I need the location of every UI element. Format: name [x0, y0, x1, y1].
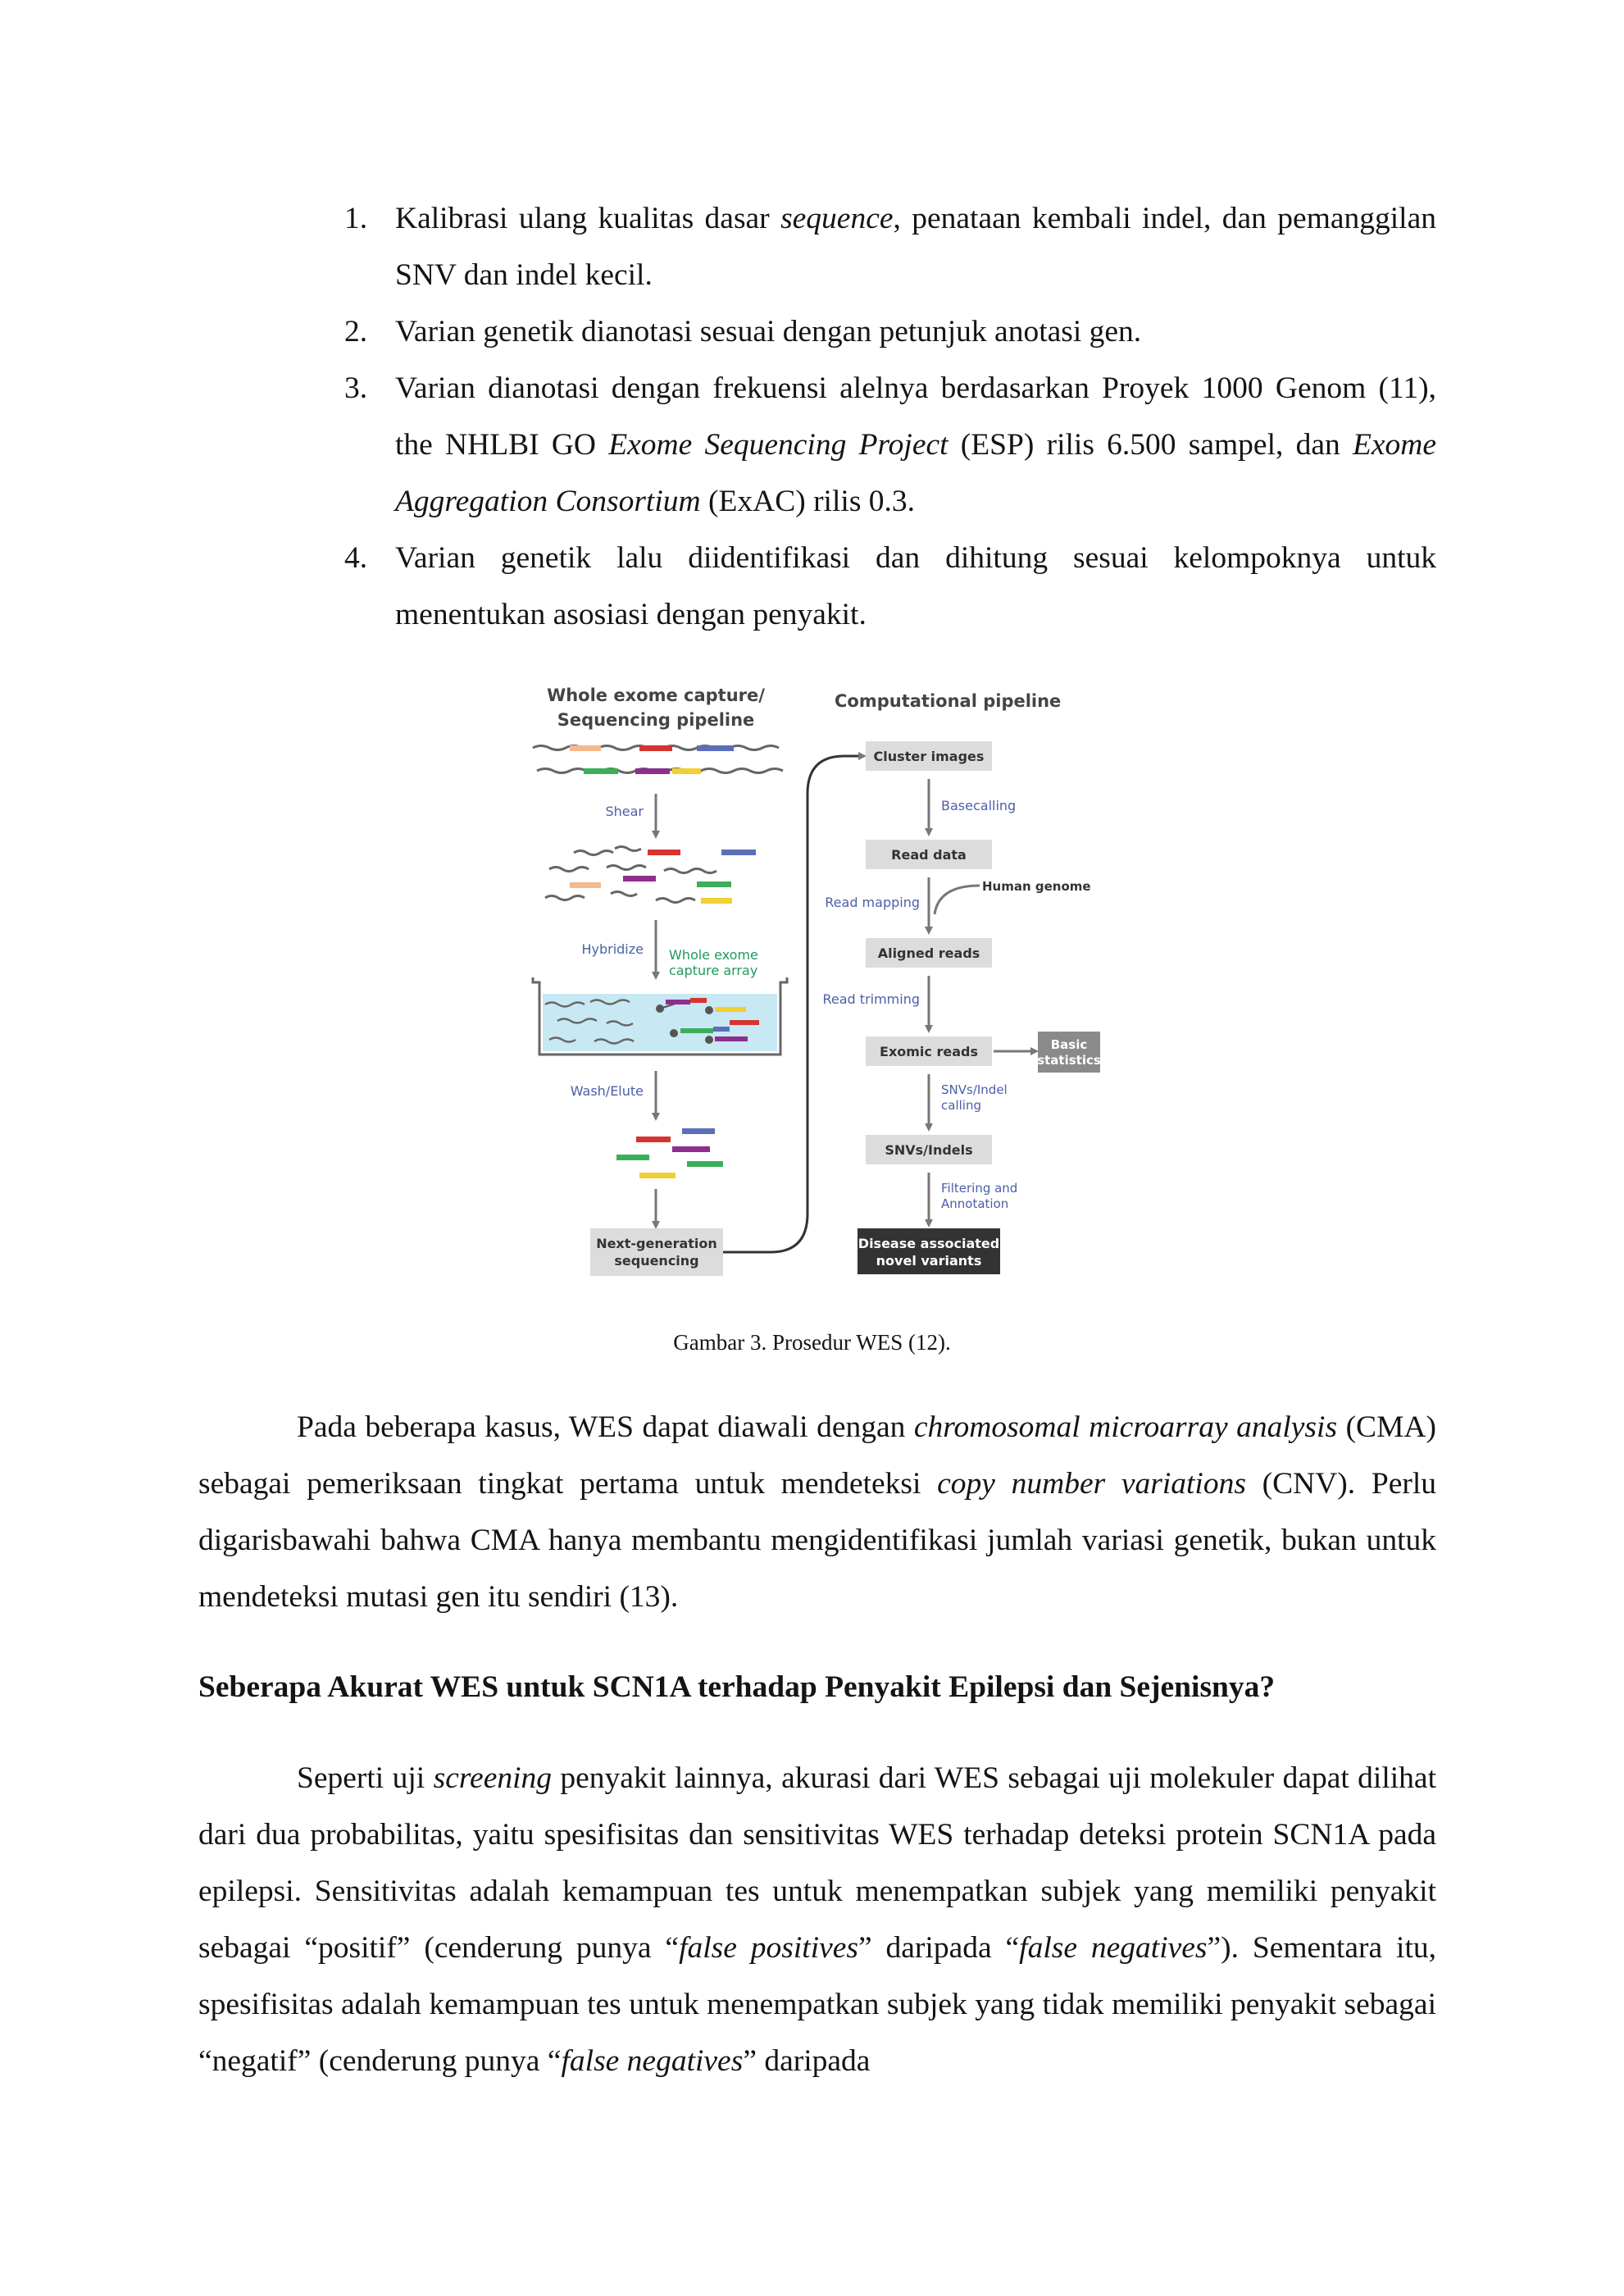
dna-fragments-icon — [545, 847, 756, 904]
wash-elute-label: Wash/Elute — [570, 1083, 644, 1099]
capture-array-label-2: capture array — [669, 963, 758, 978]
paragraph-accuracy: Seperti uji screening penyakit lainnya, akurasi dari WES sebagai uji molekuler dapat dilihat dari dua probabilitas, yaitu spesifisitas dan sensitivitas WES terhadap deteksi protein SCN1A pada epilepsi. Sensitivitas adalah kemampuan tes untuk menempatkan subjek yang memiliki penyakit sebagai “positif” (cenderung punya “false positives” daripada “false negatives”). Sementara itu, spesifisitas adalah kemampuan tes untuk menempatkan subjek yang tidak memiliki penyakit sebagai “negatif” (cenderung punya “false negatives” daripada — [198, 1761, 1436, 2078]
basecalling-label: Basecalling — [941, 798, 1017, 813]
list-number: 1. — [344, 202, 368, 235]
ngs-label-2: sequencing — [614, 1253, 699, 1269]
dna-strands-icon — [533, 745, 783, 774]
aligned-reads-label: Aligned reads — [877, 945, 980, 961]
left-title-line-1: Whole exome capture/ — [547, 686, 765, 705]
list-item: 3. Varian dianotasi dengan frekuensi alelnya berdasarkan Proyek 1000 Genom (11), the NHLBI GO Exome Sequencing Project (ESP) rilis 6.500 sampel, dan Exome Aggregation Consortium (ExAC) rilis 0.3. — [344, 360, 1436, 530]
basic-statistics-label-1: Basic — [1050, 1037, 1088, 1052]
read-data-label: Read data — [891, 847, 967, 863]
list-number: 4. — [344, 541, 368, 575]
cluster-images-label: Cluster images — [873, 749, 985, 764]
right-title: Computational pipeline — [835, 691, 1062, 711]
list-number: 2. — [344, 315, 368, 348]
list-item: 2. Varian genetik dianotasi sesuai dengan petunjuk anotasi gen. — [344, 303, 1436, 360]
snvs-indels-label: SNVs/Indels — [885, 1142, 973, 1158]
capture-array-label-1: Whole exome — [669, 947, 758, 963]
paragraph-cma: Pada beberapa kasus, WES dapat diawali dengan chromosomal microarray analysis (CMA) sebagai pemeriksaan tingkat pertama untuk mendeteksi copy number variations (CNV). Perlu digarisbawahi bahwa CMA hanya membantu mengidentifikasi jumlah variasi genetik, bukan untuk mendeteksi mutasi gen itu sendiri (13). — [198, 1410, 1436, 1614]
eluted-fragments-icon — [616, 1128, 723, 1178]
filtering-label-1: Filtering and — [941, 1181, 1018, 1196]
basic-statistics-label-2: statistics — [1037, 1053, 1101, 1068]
disease-variants-label-2: novel variants — [876, 1253, 982, 1269]
list-item: 1. Kalibrasi ulang kualitas dasar sequence, penataan kembali indel, dan pemanggilan SNV dan indel kecil. — [344, 190, 1436, 303]
read-trimming-label: Read trimming — [822, 991, 920, 1007]
left-title-line-2: Sequencing pipeline — [557, 710, 755, 730]
capture-container-icon — [533, 977, 787, 1055]
shear-label: Shear — [605, 804, 644, 819]
read-mapping-label: Read mapping — [825, 895, 920, 910]
snv-calling-label-1: SNVs/Indel — [941, 1082, 1008, 1097]
section-heading: Seberapa Akurat WES untuk SCN1A terhadap Penyakit Epilepsi dan Sejenisnya? — [198, 1670, 1276, 1704]
snv-calling-label-2: calling — [941, 1098, 981, 1113]
figure-caption: Gambar 3. Prosedur WES (12). — [673, 1330, 951, 1355]
exomic-reads-label: Exomic reads — [880, 1044, 978, 1059]
ngs-label-1: Next-generation — [596, 1236, 717, 1251]
list-number: 3. — [344, 371, 368, 405]
disease-variants-label-1: Disease associated — [857, 1236, 1000, 1251]
list-item: 4. Varian genetik lalu diidentifikasi dan dihitung sesuai kelompoknya untuk menentukan asosiasi dengan penyakit. — [344, 530, 1436, 643]
human-genome-label: Human genome — [982, 879, 1091, 894]
filtering-label-2: Annotation — [941, 1196, 1009, 1211]
hybridize-label: Hybridize — [581, 941, 644, 957]
